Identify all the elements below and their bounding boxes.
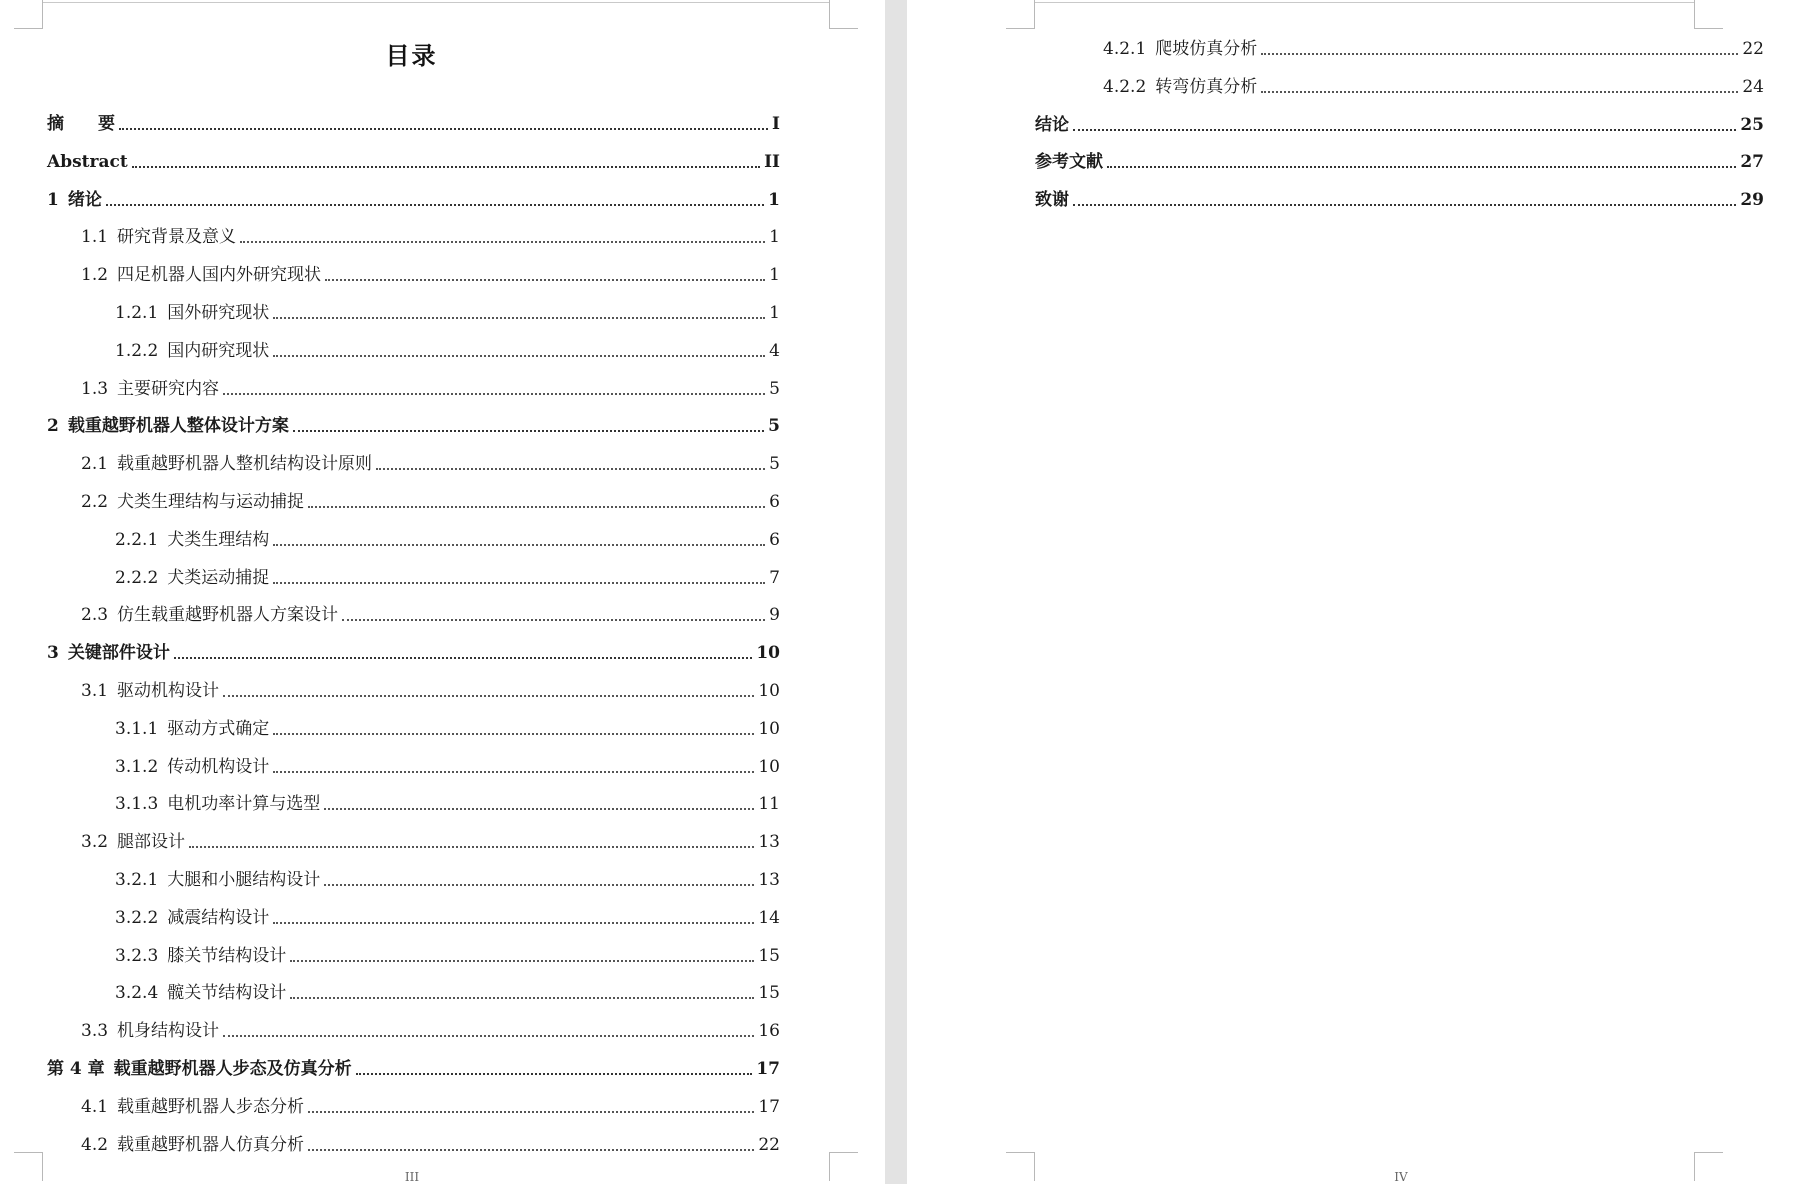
toc-entry-page: 10 — [758, 681, 780, 701]
toc-entry-number: 3.1 — [81, 681, 109, 701]
toc-dot-leader — [290, 960, 754, 962]
toc-entry-number: 2 — [47, 416, 59, 437]
toc-entry-title: 转弯仿真分析 — [1155, 76, 1258, 97]
toc-entry-title: 国内研究现状 — [167, 340, 270, 361]
toc-entry-title: 摘 要 — [47, 114, 115, 134]
toc-entry[interactable] — [81, 491, 780, 513]
toc-entry-number: 3.2.4 — [115, 983, 159, 1004]
toc-entry-title: 大腿和小腿结构设计 — [167, 870, 321, 890]
toc-entry[interactable] — [81, 264, 780, 286]
toc-entry-page: 6 — [769, 529, 780, 550]
margin-corner-bottom-left — [1006, 1152, 1035, 1181]
toc-entry-number: 2.3 — [81, 605, 109, 626]
toc-entry-page: 4 — [769, 340, 780, 361]
toc-entry[interactable] — [115, 567, 780, 589]
toc-entry[interactable] — [1035, 114, 1764, 136]
toc-entry-title: 参考文献 — [1035, 152, 1103, 173]
toc-dot-leader — [273, 317, 765, 319]
toc-entry-title: 犬类生理结构 — [167, 529, 270, 550]
toc-entry-title: 机身结构设计 — [117, 1021, 220, 1042]
toc-entry-title: 载重越野机器人整机结构设计原则 — [117, 454, 373, 475]
toc-entry-title: 传动机构设计 — [167, 756, 270, 777]
toc-entry[interactable] — [115, 982, 780, 1004]
toc-entry[interactable] — [47, 113, 780, 135]
toc-entry-number: 2.1 — [81, 454, 109, 475]
margin-corner-bottom-left — [14, 1152, 43, 1181]
toc-entry-number: 2.2.2 — [115, 567, 159, 588]
toc-entry-number: 1.2.2 — [115, 340, 159, 361]
toc-entry-title: 载重越野机器人步态分析 — [117, 1096, 305, 1117]
toc-entry[interactable] — [81, 1096, 780, 1118]
toc-entry[interactable] — [115, 945, 780, 967]
toc-dot-leader — [174, 657, 752, 659]
toc-entry-page: 17 — [756, 1059, 780, 1079]
toc-entry[interactable] — [47, 151, 780, 173]
toc-entry-title: 电机功率计算与选型 — [167, 794, 321, 815]
toc-entry-number: 1 — [47, 189, 59, 210]
toc-entry-number: 1.1 — [81, 227, 109, 248]
toc-entry[interactable] — [115, 302, 780, 324]
toc-entry-number: 3.2.2 — [115, 907, 159, 928]
toc-entry-title: 仿生载重越野机器人方案设计 — [117, 605, 339, 626]
margin-corner-top-right — [829, 0, 858, 29]
toc-dot-leader — [1261, 53, 1738, 55]
toc-entry[interactable] — [47, 1058, 780, 1080]
toc-entry-number: 3.2.1 — [115, 870, 159, 890]
toc-entry[interactable] — [115, 529, 780, 551]
toc-entry-title: Abstract — [47, 151, 128, 172]
toc-dot-leader — [119, 128, 768, 130]
toc-dot-leader — [223, 1035, 754, 1037]
toc-entry-page: 24 — [1742, 76, 1764, 97]
toc-entry-page: 10 — [758, 718, 780, 739]
toc-entry-page: 29 — [1740, 190, 1764, 211]
toc-entry-title: 腿部设计 — [117, 832, 186, 853]
toc-dot-leader — [223, 695, 754, 697]
toc-entry-page: 22 — [758, 1134, 780, 1155]
toc-dot-leader — [132, 166, 760, 168]
margin-corner-top-left — [1006, 0, 1035, 29]
toc-entry-page: 10 — [756, 643, 780, 664]
toc-entry-number: 第 4 章 — [47, 1059, 105, 1079]
toc-entry-title: 犬类生理结构与运动捕捉 — [117, 492, 305, 512]
toc-entry-page: 1 — [769, 303, 780, 323]
toc-entry[interactable] — [115, 756, 780, 778]
toc-entry-page: I — [772, 114, 780, 134]
toc-dot-leader — [325, 279, 765, 281]
toc-page-left — [0, 0, 885, 1184]
toc-entry[interactable] — [81, 378, 780, 400]
toc-entry[interactable] — [47, 189, 780, 211]
toc-entry-title: 主要研究内容 — [117, 378, 220, 399]
toc-entry-number: 1.2.1 — [115, 303, 159, 323]
page-top-border — [1034, 2, 1694, 3]
toc-entry-page: 27 — [1740, 152, 1764, 173]
toc-entry-number: 4.2.1 — [1103, 39, 1147, 59]
toc-dot-leader — [273, 733, 754, 735]
toc-entry-page: 5 — [769, 378, 780, 399]
toc-entry-page: 1 — [769, 227, 780, 248]
toc-entry[interactable] — [1103, 76, 1764, 98]
toc-entry[interactable] — [81, 1020, 780, 1042]
toc-entry-title: 爬坡仿真分析 — [1155, 39, 1258, 59]
toc-entry[interactable] — [115, 907, 780, 929]
toc-dot-leader — [273, 771, 754, 773]
toc-entry-page: 22 — [1742, 39, 1764, 59]
toc-entry-title: 国外研究现状 — [167, 303, 270, 323]
toc-dot-leader — [273, 544, 765, 546]
toc-entry-number: 2.2.1 — [115, 529, 159, 550]
toc-entry[interactable] — [115, 869, 780, 891]
toc-entry-number: 4.2 — [81, 1134, 109, 1155]
toc-dot-leader — [106, 204, 764, 206]
toc-entry-page: 16 — [758, 1021, 780, 1042]
toc-entry[interactable] — [47, 642, 780, 664]
toc-entry-page: 13 — [758, 870, 780, 890]
toc-entry-page: II — [764, 151, 780, 172]
toc-entry-page: 14 — [758, 907, 780, 928]
page-number: III — [404, 1170, 420, 1184]
toc-page-right — [907, 0, 1810, 1184]
toc-entry-number: 3.3 — [81, 1021, 109, 1042]
toc-entry[interactable] — [115, 340, 780, 362]
toc-entry-number: 1.3 — [81, 378, 109, 399]
toc-dot-leader — [240, 241, 765, 243]
toc-entry-title: 髋关节结构设计 — [167, 983, 287, 1004]
toc-entry-title: 减震结构设计 — [167, 907, 270, 928]
toc-entry-page: 13 — [758, 832, 780, 853]
toc-dot-leader — [376, 468, 765, 470]
toc-dot-leader — [273, 922, 754, 924]
toc-entry-number: 3 — [47, 643, 59, 664]
page-gutter — [885, 0, 907, 1184]
toc-entry-number: 3.2.3 — [115, 945, 159, 966]
toc-dot-leader — [273, 355, 765, 357]
toc-entry-title: 关键部件设计 — [67, 643, 170, 664]
toc-entry-page: 1 — [768, 189, 780, 210]
toc-dot-leader — [324, 884, 754, 886]
toc-title: 目录 — [385, 42, 438, 70]
toc-entry-page: 5 — [768, 416, 780, 437]
toc-entry[interactable] — [1035, 151, 1764, 173]
toc-entry-page: 1 — [769, 265, 780, 286]
toc-entry-number: 4.1 — [81, 1096, 109, 1117]
toc-dot-leader — [324, 808, 754, 810]
toc-dot-leader — [1073, 129, 1736, 131]
toc-entry-number: 3.2 — [81, 832, 109, 853]
toc-entry-page: 6 — [769, 492, 780, 512]
toc-entry-page: 15 — [758, 945, 780, 966]
toc-dot-leader — [1107, 166, 1736, 168]
toc-dot-leader — [189, 846, 754, 848]
toc-entry-page: 25 — [1740, 114, 1764, 135]
toc-entry[interactable] — [115, 718, 780, 740]
toc-dot-leader — [308, 1111, 754, 1113]
toc-entry[interactable] — [81, 453, 780, 475]
toc-entry-title: 研究背景及意义 — [117, 227, 237, 248]
toc-dot-leader — [293, 430, 764, 432]
toc-entry-title: 驱动方式确定 — [167, 718, 270, 739]
toc-entry-number: 3.1.1 — [115, 718, 159, 739]
toc-dot-leader — [308, 1149, 754, 1151]
toc-entry-number: 2.2 — [81, 492, 109, 512]
toc-entry-title: 四足机器人国内外研究现状 — [117, 265, 322, 286]
toc-dot-leader — [1073, 204, 1736, 206]
toc-entry-page: 5 — [769, 454, 780, 475]
toc-entry[interactable] — [81, 226, 780, 248]
toc-dot-leader — [356, 1073, 753, 1075]
toc-entry-title: 绪论 — [67, 189, 102, 210]
toc-entry-number: 3.1.2 — [115, 756, 159, 777]
toc-dot-leader — [273, 582, 765, 584]
toc-entry-title: 犬类运动捕捉 — [167, 567, 270, 588]
toc-entry[interactable] — [81, 680, 780, 702]
toc-dot-leader — [223, 393, 765, 395]
toc-entry-page: 15 — [758, 983, 780, 1004]
toc-entry[interactable] — [81, 1134, 780, 1156]
page-top-border — [42, 2, 829, 3]
toc-dot-leader — [342, 619, 765, 621]
toc-entry[interactable] — [115, 793, 780, 815]
toc-entry-page: 9 — [769, 605, 780, 626]
margin-corner-bottom-right — [1694, 1152, 1723, 1181]
toc-entry[interactable] — [81, 604, 780, 626]
toc-entry-page: 10 — [758, 756, 780, 777]
toc-dot-leader — [290, 997, 754, 999]
toc-entry-title: 载重越野机器人仿真分析 — [117, 1134, 305, 1155]
toc-entry[interactable] — [81, 831, 780, 853]
toc-entry[interactable] — [1103, 38, 1764, 60]
toc-entry-title: 致谢 — [1035, 190, 1069, 211]
toc-dot-leader — [1261, 91, 1738, 93]
toc-entry-title: 载重越野机器人步态及仿真分析 — [113, 1059, 352, 1079]
toc-entry-page: 7 — [769, 567, 780, 588]
toc-entry-title: 驱动机构设计 — [117, 681, 220, 701]
toc-entry-page: 17 — [758, 1096, 780, 1117]
toc-entry-page: 11 — [758, 794, 780, 815]
toc-entry[interactable] — [47, 415, 780, 437]
toc-entry-title: 膝关节结构设计 — [167, 945, 287, 966]
margin-corner-bottom-right — [829, 1152, 858, 1181]
margin-corner-top-left — [14, 0, 43, 29]
toc-entry-title: 载重越野机器人整体设计方案 — [67, 416, 289, 437]
margin-corner-top-right — [1694, 0, 1723, 29]
toc-entry-number: 1.2 — [81, 265, 109, 286]
toc-entry[interactable] — [1035, 189, 1764, 211]
toc-entry-number: 3.1.3 — [115, 794, 159, 815]
toc-dot-leader — [308, 506, 765, 508]
toc-entry-title: 结论 — [1035, 114, 1069, 135]
toc-entry-number: 4.2.2 — [1103, 76, 1147, 97]
page-number: IV — [1394, 1170, 1408, 1184]
